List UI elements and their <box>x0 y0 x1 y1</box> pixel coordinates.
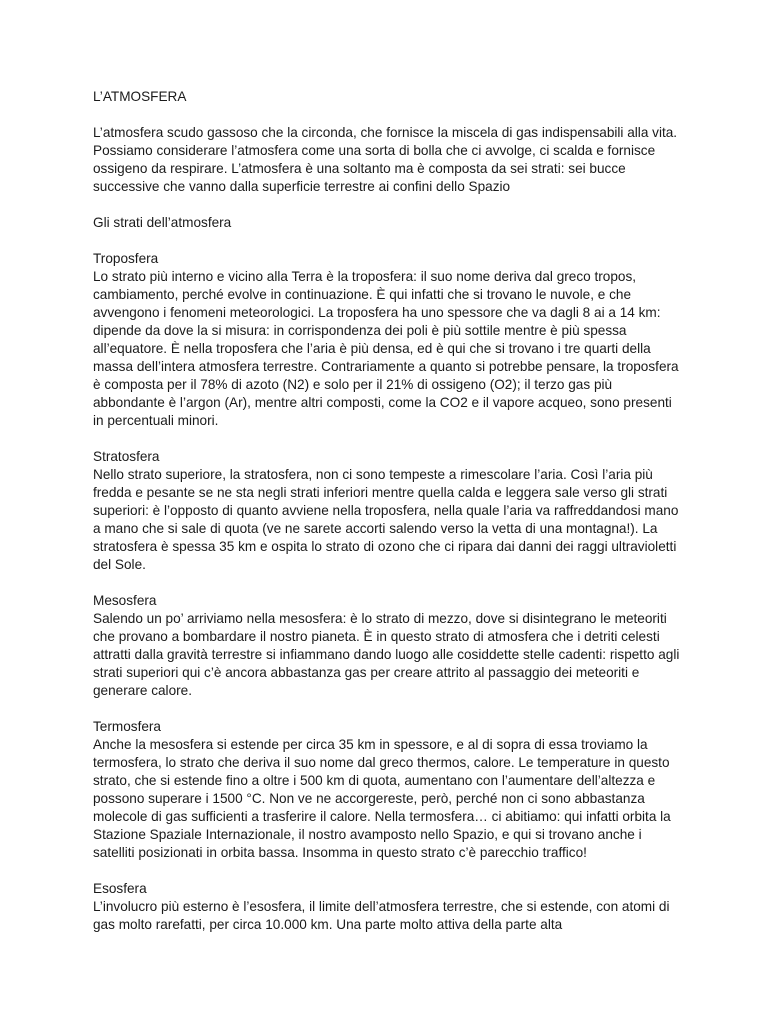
section-heading: Troposfera <box>93 251 159 266</box>
intro-paragraph: L’atmosfera scudo gassoso che la circonda, che fornisce la miscela di gas indispensabili alla vita. Possiamo considerare l’atmosfera come una sorta di bolla che ci avvolge, ci scalda e fornisce ossigeno da respirare. L’atmosfera è una soltanto ma è composta da sei strati: sei bucce successive che vanno dalla superficie terrestre ai confini dello Spazio <box>93 125 678 194</box>
section-subtitle: Gli strati dell’atmosfera <box>93 215 232 230</box>
section-heading: Termosfera <box>93 719 161 734</box>
section-heading: Stratosfera <box>93 449 160 464</box>
document-title: L’ATMOSFERA <box>93 89 187 104</box>
section-heading: Mesosfera <box>93 593 157 608</box>
section-termosfera <box>93 718 683 862</box>
section-paragraph: Anche la mesosfera si estende per circa 35 km in spessore, e al di sopra di essa troviamo la termosfera, lo strato che deriva il suo nome dal greco thermos, calore. Le temperature in questo strato, che si estende fino a oltre i 500 km di quota, aumentano con l’aumentare dell’altezza e possono superare i 1500 °C. Non ve ne accorgereste, però, perché non ci sono abbastanza molecole di gas sufficienti a trasferire il calore. Nella termosfera… ci abitiamo: qui infatti orbita la Stazione Spaziale Internazionale, il nostro avamposto nello Spazio, e qui si trovano anche i satelliti posizionati in orbita bassa. Insomma in questo strato c’è parecchio traffico! <box>93 737 671 860</box>
document-body <box>93 88 683 952</box>
section-heading: Esosfera <box>93 881 147 896</box>
section-troposfera <box>93 250 683 430</box>
section-esosfera <box>93 880 683 934</box>
section-paragraph: Lo strato più interno e vicino alla Terra è la troposfera: il suo nome deriva dal greco tropos, cambiamento, perché evolve in continuazione. È qui infatti che si trovano le nuvole, e che avvengono i fenomeni meteorologici. La troposfera ha uno spessore che va dagli 8 ai a 14 km: dipende da dove la si misura: in corrispondenza dei poli è più sottile mentre è più spessa all’equatore. È nella troposfera che l’aria è più densa, ed è qui che si trovano i tre quarti della massa dell’intera atmosfera terrestre. Contrariamente a quanto si potrebbe pensare, la troposfera è composta per il 78% di azoto (N2) e solo per il 21% di ossigeno (O2); il terzo gas più abbondante è l’argon (Ar), mentre altri composti, come la CO2 e il vapore acqueo, sono presenti in percentuali minori. <box>93 269 679 428</box>
section-paragraph: Nello strato superiore, la stratosfera, non ci sono tempeste a rimescolare l’aria. Così l’aria più fredda e pesante se ne sta negli strati inferiori mentre quella calda e leggera sale verso gli strati superiori: è l’opposto di quanto avviene nella troposfera, nella quale l’aria va raffreddandosi mano a mano che si sale di quota (ve ne sarete accorti salendo verso la vetta di una montagna!). La stratosfera è spessa 35 km e ospita lo strato di ozono che ci ripara dai danni dei raggi ultravioletti del Sole. <box>93 467 679 572</box>
section-paragraph: Salendo un po’ arriviamo nella mesosfera: è lo strato di mezzo, dove si disintegrano le meteoriti che provano a bombardare il nostro pianeta. È in questo strato di atmosfera che i detriti celesti attratti dalla gravità terrestre si infiammano dando luogo alle cosiddette stelle cadenti: rispetto agli strati superiori qui c’è ancora abbastanza gas per creare attrito al passaggio dei meteoriti e generare calore. <box>93 611 680 698</box>
section-stratosfera <box>93 448 683 574</box>
section-paragraph: L’involucro più esterno è l’esosfera, il limite dell’atmosfera terrestre, che si estende, con atomi di gas molto rarefatti, per circa 10.000 km. Una parte molto attiva della parte alta <box>93 899 670 932</box>
section-mesosfera <box>93 592 683 700</box>
